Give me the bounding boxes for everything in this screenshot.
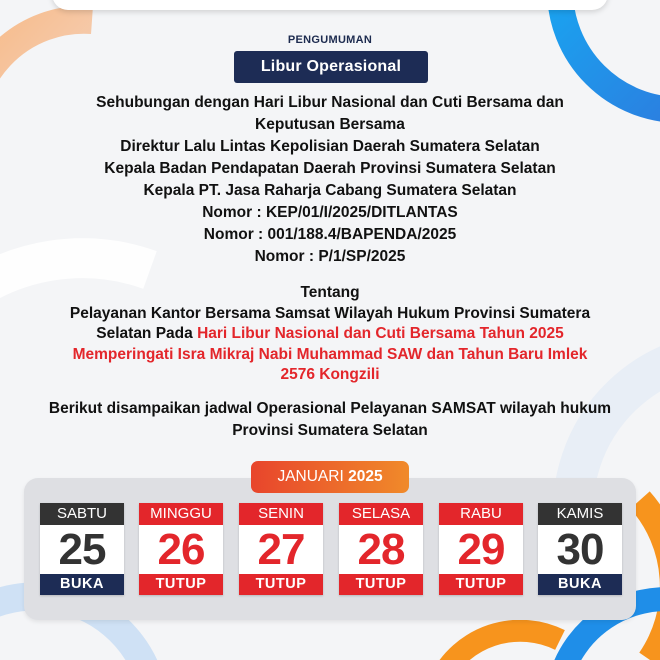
holiday-highlight: Memperingati Isra Mikraj Nabi Muhammad SAW dan Tahun Baru Imlek bbox=[72, 345, 588, 363]
day-date: 30 bbox=[556, 525, 604, 574]
day-card-minggu bbox=[139, 503, 223, 595]
status-badge: TUTUP bbox=[239, 574, 323, 595]
status-badge: TUTUP bbox=[139, 574, 223, 595]
intro-line: Kepala PT. Jasa Raharja Cabang Sumatera Selatan bbox=[143, 182, 517, 199]
day-date: 27 bbox=[257, 525, 305, 574]
day-date: 25 bbox=[58, 525, 106, 574]
day-card-senin bbox=[239, 503, 323, 595]
day-name: MINGGU bbox=[139, 503, 223, 525]
about-heading: Tentang bbox=[300, 284, 360, 301]
day-date: 29 bbox=[457, 525, 505, 574]
status-badge: TUTUP bbox=[339, 574, 423, 595]
status-badge: BUKA bbox=[40, 574, 124, 595]
about-prefix: Selatan Pada bbox=[96, 325, 198, 342]
intro-line: Sehubungan dengan Hari Libur Nasional dan Cuti Bersama dan bbox=[96, 94, 564, 111]
day-name: RABU bbox=[439, 503, 523, 525]
intro-line: Keputusan Bersama bbox=[255, 116, 405, 133]
day-card-rabu bbox=[439, 503, 523, 595]
about-text bbox=[0, 283, 660, 386]
month-year: 2025 bbox=[348, 468, 383, 485]
day-card-sabtu bbox=[40, 503, 124, 595]
holiday-highlight: Hari Libur Nasional dan Cuti Bersama Tahun 2025 bbox=[197, 325, 564, 342]
orange-arc-bottom-left bbox=[440, 631, 560, 660]
month-name: JANUARI bbox=[277, 468, 344, 485]
about-line: Pelayanan Kantor Bersama Samsat Wilayah Hukum Provinsi Sumatera bbox=[69, 304, 591, 322]
schedule-intro-line: Provinsi Sumatera Selatan bbox=[232, 422, 428, 439]
status-badge: TUTUP bbox=[439, 574, 523, 595]
page-title: Libur Operasional bbox=[234, 51, 428, 83]
top-card bbox=[52, 0, 608, 10]
intro-line: Kepala Badan Pendapatan Daerah Provinsi Sumatera Selatan bbox=[104, 160, 556, 177]
day-card-kamis bbox=[538, 503, 622, 595]
orange-arc-bottom-right bbox=[640, 500, 660, 660]
day-date: 28 bbox=[357, 525, 405, 574]
intro-line: Direktur Lalu Lintas Kepolisian Daerah Sumatera Selatan bbox=[120, 138, 540, 155]
intro-line: Nomor : KEP/01/I/2025/DITLANTAS bbox=[202, 204, 458, 221]
day-name: SELASA bbox=[339, 503, 423, 525]
day-date: 26 bbox=[157, 525, 205, 574]
schedule-intro-line: Berikut disampaikan jadwal Operasional Pelayanan SAMSAT wilayah hukum bbox=[48, 400, 612, 417]
day-name: SENIN bbox=[239, 503, 323, 525]
intro-line: Nomor : 001/188.4/BAPENDA/2025 bbox=[203, 226, 457, 243]
schedule-intro bbox=[0, 398, 660, 442]
day-card-selasa bbox=[339, 503, 423, 595]
month-badge bbox=[251, 461, 409, 493]
status-badge: BUKA bbox=[538, 574, 622, 595]
holiday-highlight: 2576 Kongzili bbox=[280, 366, 380, 383]
intro-text bbox=[0, 92, 660, 268]
announcement-label: PENGUMUMAN bbox=[287, 34, 373, 46]
intro-line: Nomor : P/1/SP/2025 bbox=[254, 248, 406, 265]
day-name: KAMIS bbox=[538, 503, 622, 525]
about-line bbox=[0, 324, 660, 345]
day-name: SABTU bbox=[40, 503, 124, 525]
